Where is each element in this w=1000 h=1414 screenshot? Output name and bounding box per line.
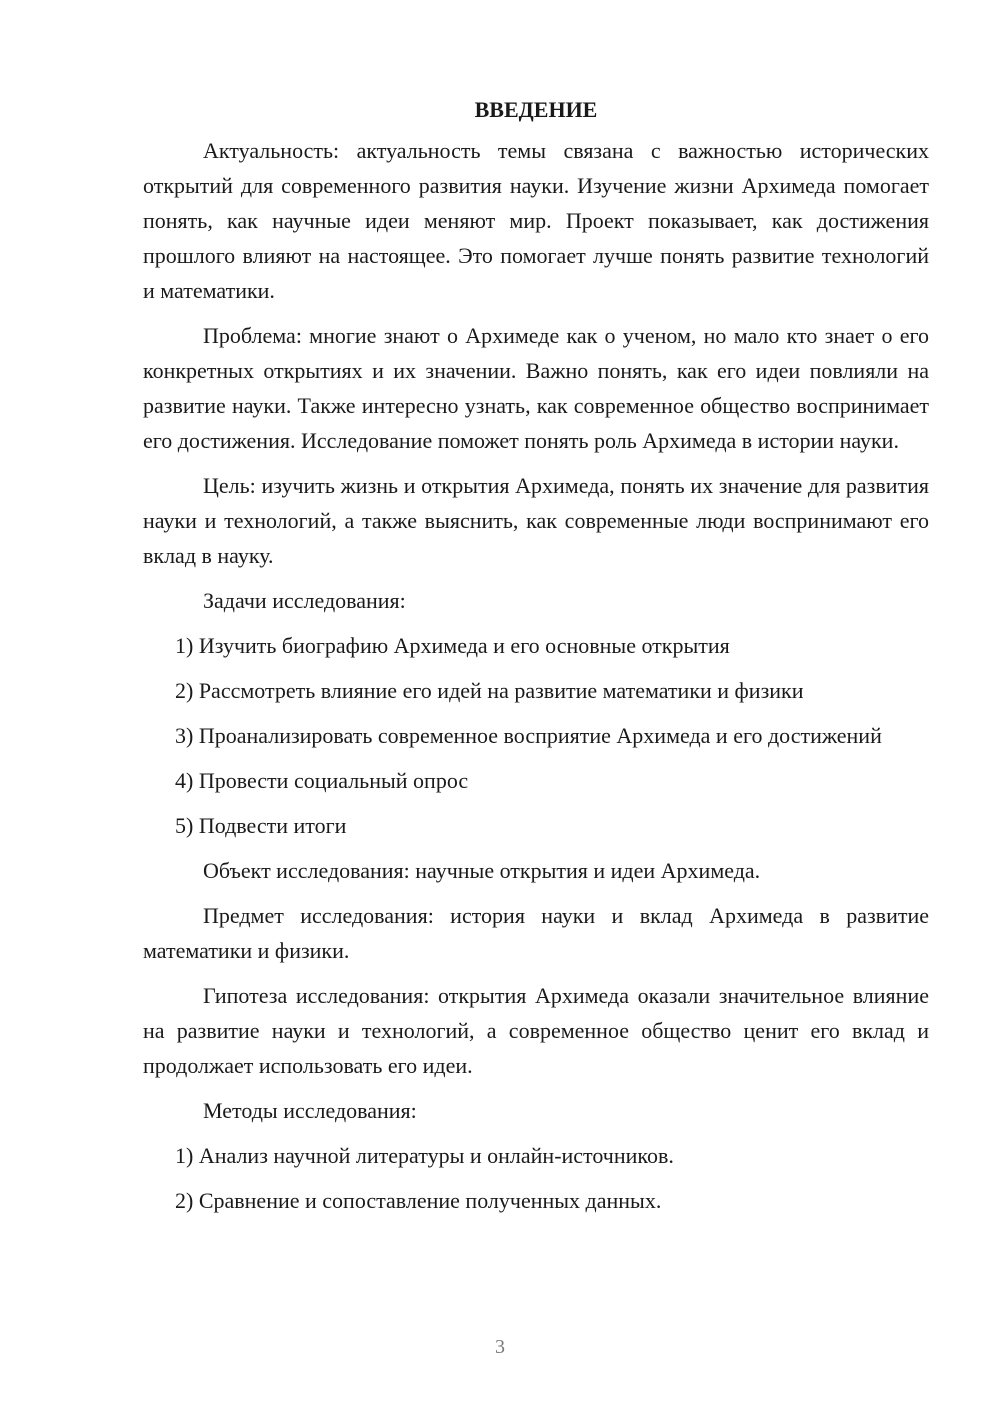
relevance-paragraph: Актуальность: актуальность темы связана с важностью исторических открытий для современного развития науки. Изучение жизни Архимеда помогает понять, как научные идеи меняют мир. Проект показывает, как достижения прошлого влияют на настоящее. Это помогает лучше понять развитие технологий и математики. [143, 138, 929, 303]
methods-heading: Методы исследования: [203, 1098, 417, 1123]
task-item: 1) Изучить биографию Архимеда и его основные открытия [175, 633, 730, 658]
page-number: 3 [495, 1336, 505, 1358]
page-content [143, 92, 929, 1218]
method-item: 2) Сравнение и сопоставление полученных данных. [175, 1188, 662, 1213]
problem-paragraph: Проблема: многие знают о Архимеде как о ученом, но мало кто знает о его конкретных открытиях и их значении. Важно понять, как его идеи повлияли на развитие науки. Также интересно узнать, как современное общество воспринимает его достижения. Исследование поможет понять роль Архимеда в истории науки. [143, 323, 929, 453]
goal-paragraph: Цель: изучить жизнь и открытия Архимеда, понять их значение для развития науки и технологий, а также выяснить, как современные люди воспринимают его вклад в науку. [143, 473, 929, 568]
section-title: ВВЕДЕНИЕ [474, 97, 598, 122]
method-item: 1) Анализ научной литературы и онлайн-источников. [175, 1143, 674, 1168]
subject-paragraph: Предмет исследования: история науки и вклад Архимеда в развитие математики и физики. [143, 903, 929, 963]
hypothesis-paragraph: Гипотеза исследования: открытия Архимеда оказали значительное влияние на развитие науки и технологий, а современное общество ценит его вклад и продолжает использовать его идеи. [143, 983, 929, 1078]
object-paragraph: Объект исследования: научные открытия и идеи Архимеда. [203, 858, 761, 883]
task-item: 5) Подвести итоги [175, 813, 347, 838]
task-item: 4) Провести социальный опрос [175, 768, 469, 793]
tasks-heading: Задачи исследования: [203, 588, 406, 613]
task-item: 3) Проанализировать современное восприятие Архимеда и его достижений [175, 723, 882, 748]
task-item: 2) Рассмотреть влияние его идей на развитие математики и физики [175, 678, 804, 703]
